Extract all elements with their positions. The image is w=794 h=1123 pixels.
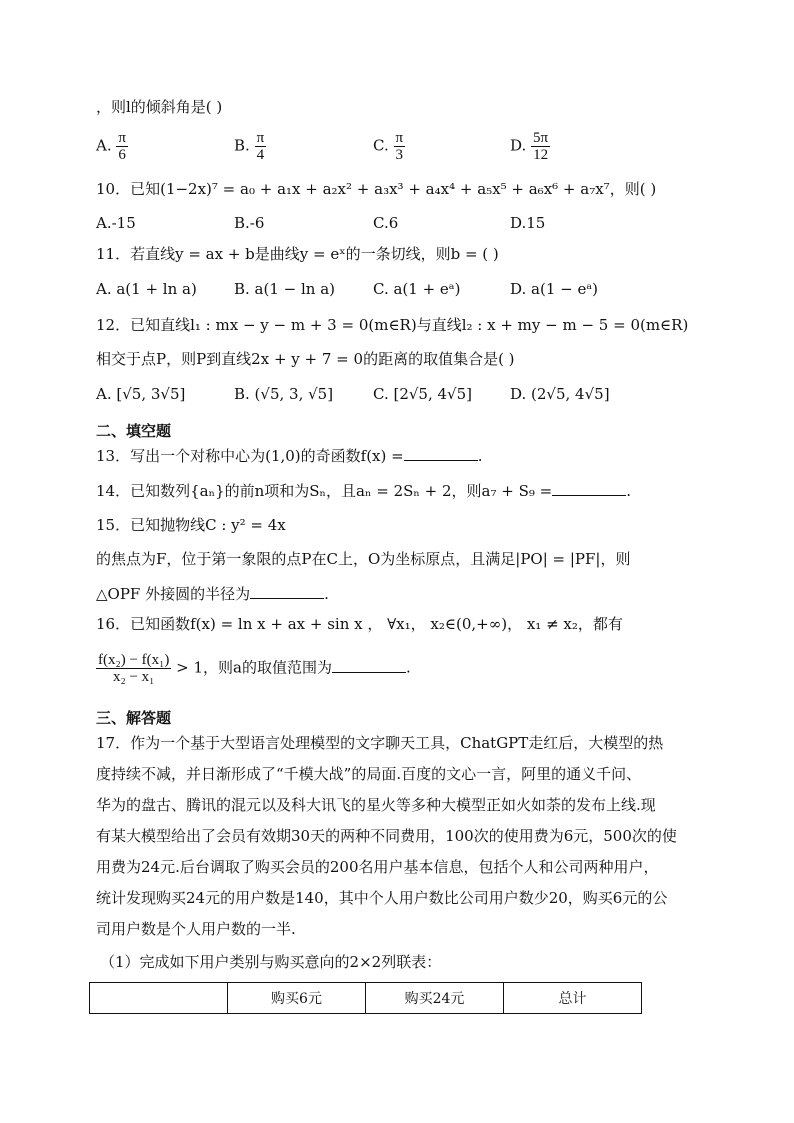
q12-option-c: C. [2√5, 4√5] [373, 385, 473, 403]
q12-stem-continued: 相交于点P，则P到直线2x + y + 7 = 0的距离的取值集合是( ) [96, 350, 515, 368]
q17-line: 用费为24元.后台调取了购买会员的200名用户基本信息，包括个人和公司两种用户， [96, 858, 659, 876]
q13-answer-blank [404, 444, 478, 461]
table-header-row [90, 983, 642, 1014]
q12-option-a: A. [√5, 3√5] [96, 385, 186, 403]
q16-answer-blank [332, 656, 406, 673]
q10-option-a: A.-15 [96, 214, 136, 232]
q11-stem: 11．若直线y = ax + b是曲线y = eˣ的一条切线，则b = ( ) [96, 245, 499, 263]
table-header-cell-empty [90, 983, 228, 1014]
q17-line: 司用户数是个人用户数的一半. [96, 920, 296, 938]
q10-option-c: C.6 [373, 214, 399, 232]
q9-option-b: B. $\frac{\pi}{4}$ [234, 130, 265, 163]
q11-option-d: D. a(1 − eᵃ) [510, 280, 598, 298]
q9-option-d: D. $\frac{5\pi}{12}$ [510, 130, 549, 163]
q16-fraction: $\frac{\text{f(x₂) − f(x₁)}}{\text{x₂ − x₁}}$ [98, 652, 170, 685]
q12-option-b: B. (√5, 3, √5] [234, 385, 334, 403]
q11-option-c: C. a(1 + eᵃ) [373, 280, 461, 298]
q17-paragraph [96, 728, 706, 945]
q11-option-b: B. a(1 − ln a) [234, 280, 336, 298]
q15-answer-blank [250, 582, 324, 599]
q16-line-1: 16．已知函数f(x) = ln x + ax + sin x ， ∀x₁， x₂∈(0,+∞)， x₁ ≠ x₂，都有 [96, 615, 623, 633]
contingency-table [89, 982, 642, 1014]
section-solution-heading: 三、解答题 [96, 709, 172, 727]
q17-line: 统计发现购买24元的用户数是140，其中个人用户数比公司用户数少20，购买6元的公 [96, 889, 668, 907]
q14-answer-blank [552, 479, 626, 496]
q9-option-d-fraction: $\frac{5\pi}{12}$ [533, 130, 549, 163]
q9-option-a: A. $\frac{\pi}{6}$ [96, 130, 126, 163]
table-header-cell-total: 总计 [504, 983, 642, 1014]
q15-line-3: △OPF 外接圆的半径为 . [96, 582, 329, 605]
q12-stem: 12．已知直线l₁ : mx − y − m + 3 = 0(m∈R)与直线l₂ : x + my − m − 5 = 0(m∈R) [96, 316, 689, 334]
q15-line-2: 的焦点为F，位于第一象限的点P在C上，O为坐标原点，且满足|PO| = |PF|，则 [96, 550, 631, 568]
q12-option-d: D. (2√5, 4√5] [510, 385, 610, 403]
q17-line: 17．作为一个基于大型语言处理模型的文字聊天工具，ChatGPT走红后，大模型的热 [96, 734, 664, 752]
table-header-cell-buy-6: 购买6元 [228, 983, 366, 1014]
q13: 13．写出一个对称中心为(1,0)的奇函数f(x) = . [96, 444, 482, 467]
q17-line: 度持续不减，并日渐形成了“千模大战”的局面.百度的文心一言，阿里的通义千问、 [96, 765, 642, 783]
q9-stem-tail: ，则l的倾斜角是( ) [96, 98, 223, 116]
q17-line: 有某大模型给出了会员有效期30天的两种不同费用，100次的使用费为6元，500次的使 [96, 827, 677, 845]
q10-option-b: B.-6 [234, 214, 265, 232]
q10-option-d: D.15 [510, 214, 546, 232]
q11-option-a: A. a(1 + ln a) [96, 280, 197, 298]
q17-sub-question-1: （1）完成如下用户类别与购买意向的2×2列联表： [100, 953, 442, 971]
q10-stem: 10．已知(1−2x)⁷ = a₀ + a₁x + a₂x² + a₃x³ + a₄x⁴ + a₅x⁵ + a₆x⁶ + a₇x⁷，则( ) [96, 180, 657, 198]
q9-option-c: C. $\frac{\pi}{3}$ [373, 130, 404, 163]
q14: 14．已知数列{aₙ}的前n项和为Sₙ，且aₙ = 2Sₙ + 2，则a₇ + S₉ = . [96, 479, 631, 502]
table-header-cell-buy-24: 购买24元 [366, 983, 504, 1014]
section-fill-in-heading: 二、填空题 [96, 422, 172, 440]
q17-line: 华为的盘古、腾讯的混元以及科大讯飞的星火等多种大模型正如火如荼的发布上线.现 [96, 796, 656, 814]
q16-line-2: $\frac{\text{f(x₂) − f(x₁)}}{\text{x₂ − x₁}}$ > 1，则a的取值范围为 . [98, 652, 411, 685]
q9-option-b-fraction: $\frac{\pi}{4}$ [256, 130, 265, 163]
q9-option-a-fraction: $\frac{\pi}{6}$ [118, 130, 126, 163]
q15-line-1: 15．已知抛物线C : y² = 4x [96, 516, 286, 534]
q9-option-c-fraction: $\frac{\pi}{3}$ [395, 130, 404, 163]
